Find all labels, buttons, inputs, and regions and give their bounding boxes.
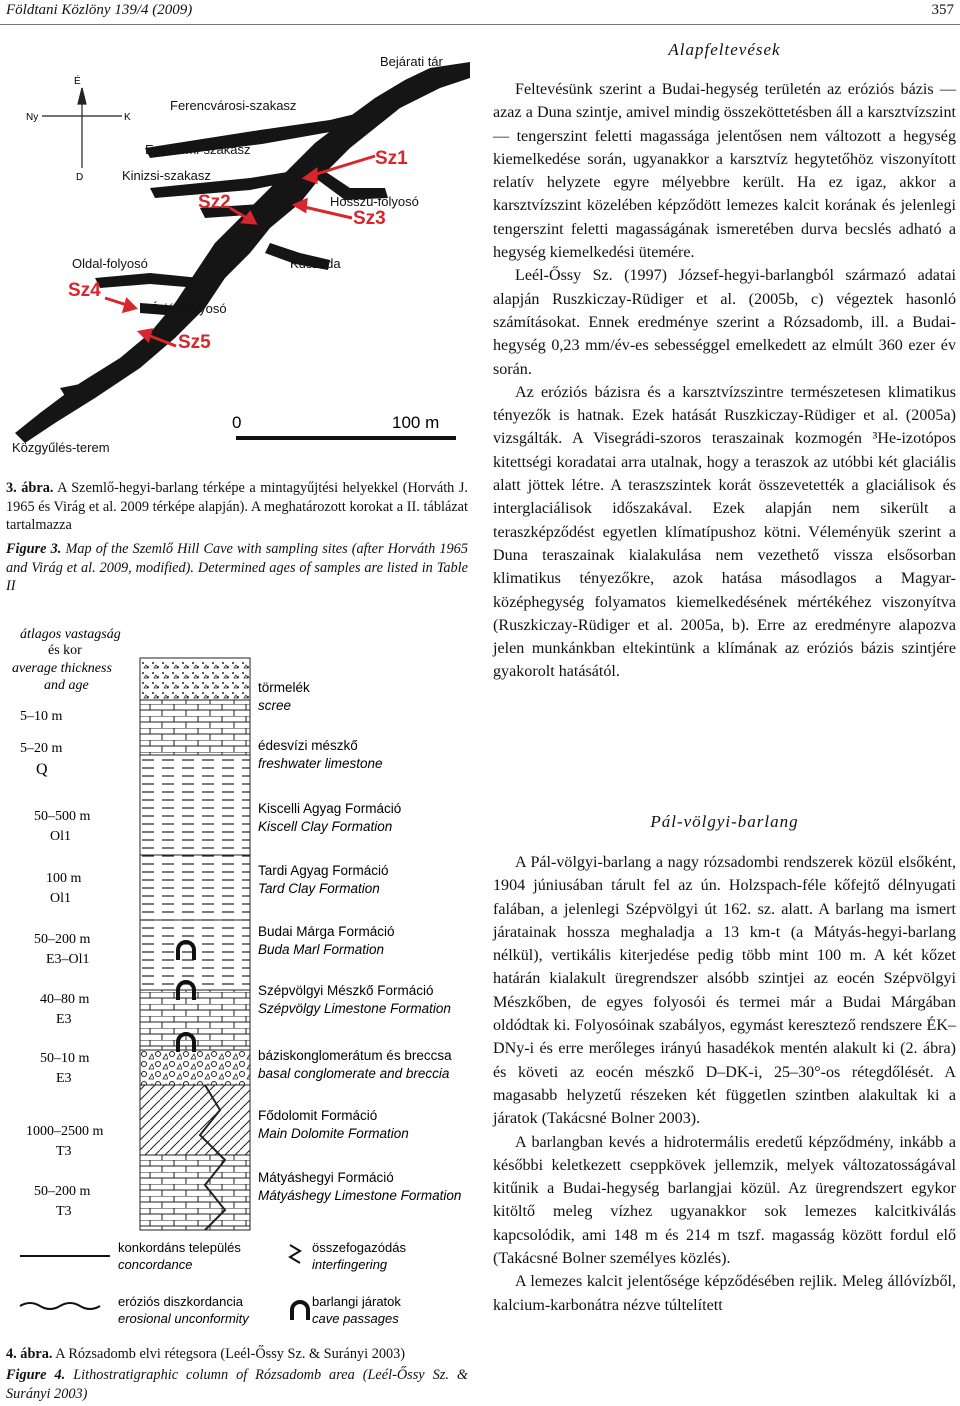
f4-name-hu-3: Tardi Agyag Formáció (258, 863, 389, 878)
f4-name-hu-1: édesvízi mészkő (258, 738, 358, 753)
legend-hu-1: összefogazódás (312, 1240, 406, 1255)
f4-age-2: Ol1 (50, 829, 71, 844)
header-rule (0, 24, 960, 25)
label-oldal: Oldal-folyosó (72, 256, 148, 271)
label-kuszoda: Kuszoda (290, 256, 341, 271)
label-kozgyules: Közgyűlés-terem (12, 440, 110, 455)
fig4-text-hu: A Rózsadomb elvi rétegsora (Leél-Őssy Sz. & Surányi 2003) (55, 1346, 406, 1362)
compass-d: D (76, 172, 84, 183)
section2-para: A barlangban kevés a hidrotermális eredetű képződmény, inkább a későbbi keletkezett cseppkövek jellemzik, melyek változatosságával kitűnik a Budai-hegység barlangjai közül. Az üregrendszert egykor kitöltő meleg vízhez ugyanakkor sok lemezes kalcitkiválás kapcsolódik, ami 148 m és 214 m tszf. magasság között fordul elő (Takácsné Bolner személyes közlés). (493, 1133, 956, 1268)
f4-name-en-0: scree (258, 698, 292, 713)
f4-thick-5: 40–80 m (40, 992, 90, 1007)
section1-title: Alapfeltevések (668, 40, 781, 59)
f4-name-hu-0: törmelék (258, 680, 310, 695)
site-sz5: Sz5 (178, 332, 211, 353)
layer-scree (140, 658, 250, 700)
f4-name-hu-8: Mátyáshegyi Formáció (258, 1170, 394, 1185)
label-hosszu: Hosszú-folyosó (330, 194, 419, 209)
f4-name-hu-4: Budai Márga Formáció (258, 924, 395, 939)
compass-icon (42, 88, 122, 168)
section2-body (493, 851, 956, 1317)
f4-thick-2: 50–500 m (34, 809, 91, 824)
f4-name-en-3: Tard Clay Formation (258, 881, 380, 896)
figure4-caption-hu (6, 1345, 468, 1364)
f4-age-5: E3 (56, 1012, 72, 1027)
f4-header-2: average thickness (12, 661, 112, 676)
layer-tard-clay (140, 855, 250, 920)
figure3-caption-en (6, 540, 468, 596)
site-sz2: Sz2 (198, 192, 231, 213)
figure3-cave-map (0, 28, 475, 473)
f4-header-3: and age (44, 678, 89, 693)
legend-hu-0: konkordáns település (118, 1240, 241, 1255)
f4-thick-8: 50–200 m (34, 1184, 91, 1199)
legend-en-0: concordance (118, 1257, 193, 1272)
fig3-label-hu: 3. ábra. (6, 480, 54, 496)
figure4-strat-column (0, 620, 475, 1340)
layer-kiscell-clay (140, 755, 250, 855)
section1-body (493, 78, 956, 684)
legend-en-1: interfingering (312, 1257, 388, 1272)
layer-main-dolomite (140, 1085, 250, 1155)
f4-name-en-7: Main Dolomite Formation (258, 1126, 409, 1141)
f4-name-en-8: Mátyáshegy Limestone Formation (258, 1188, 462, 1203)
label-orias: Óriás-folyosó (150, 301, 227, 316)
compass-ny: Ny (26, 112, 39, 123)
scale-bar (232, 413, 456, 440)
scale-100m: 100 m (392, 413, 440, 432)
f4-thick-6: 50–10 m (40, 1051, 90, 1066)
f4-age-8: T3 (56, 1204, 72, 1219)
legend-interfingering-icon (290, 1245, 300, 1263)
fig4-label-en: Figure 4. (6, 1367, 66, 1383)
legend-hu-2: eróziós diszkordancia (118, 1294, 244, 1309)
journal-header: Földtani Közlöny 139/4 (2009) (6, 2, 193, 18)
f4-header-1: és kor (48, 643, 82, 658)
site-sz4: Sz4 (68, 280, 101, 301)
f4-name-hu-5: Szépvölgyi Mészkő Formáció (258, 983, 434, 998)
f4-age-7: T3 (56, 1144, 72, 1159)
section2-title: Pál-völgyi-barlang (650, 812, 799, 831)
fig4-label-hu: 4. ábra. (6, 1346, 53, 1362)
cave-passages (15, 62, 470, 443)
f4-name-en-2: Kiscell Clay Formation (258, 819, 393, 834)
f4-name-en-4: Buda Marl Formation (258, 942, 385, 957)
label-ferencvarosi: Ferencvárosi-szakasz (170, 98, 297, 113)
f4-name-hu-2: Kiscelli Agyag Formáció (258, 801, 402, 816)
f4-thick-3: 100 m (46, 871, 82, 886)
f4-name-en-6: basal conglomerate and breccia (258, 1066, 450, 1081)
section2-para: A Pál-völgyi-barlang a nagy rózsadombi rendszerek közül elsőként, 1904 júniusában tárult fel az ún. Holzspach-féle kőfejtő délnyugati falában, a jelenlegi Szépvölgyi út 162. sz. alatt. A barlang ma ismert járatainak hossza meghaladja a 13 km-t (a Mátyás-hegyi-barlang nélkül), vertikális kiterjedése pedig több mint 100 m. A két kőzet határán kialakult üregrendszer alsóbb szintjei az eocén Szépvölgyi Mészkőben, de egyes folyosói és termei már a Budai Márgában oldódtak ki. Folyosóinak szabályos, egymást keresztező rendszere ÉK–DNy-i és erre merőleges irányú hasadékok mentén alakult ki (2. ábra) és követi az eocén mészkő D–DK-i, 25–30°-os rétegdőlését. A magasabb helyzetű részeken két független szintben alakultak ki a járatok (Takácsné Bolner 2003). (493, 854, 956, 1128)
f4-name-en-5: Szépvölgy Limestone Formation (258, 1001, 451, 1016)
layer-basal-conglomerate (140, 1050, 250, 1085)
f4-thick-0: 5–10 m (20, 709, 63, 724)
fig4-text-en: Lithostratigraphic column of Rózsadomb area (Leél-Őssy Sz. & Surányi 2003) (6, 1367, 468, 1402)
section2-para: A lemezes kalcit jelentősége képződésében rejlik. Meleg állóvízből, kalcium-karbonátra nézve túltelített (493, 1273, 956, 1314)
f4-age-6: E3 (56, 1071, 72, 1086)
f4-name-hu-7: Fődolomit Formáció (258, 1108, 378, 1123)
section1-para: Az eróziós bázisra és a karsztvízszintre természetesen klimatikus tényezők is hatnak. Ezek hatását Ruszkiczay-Rüdiger et al. (2005a) vizsgálták. A Visegrádi-szoros teraszainak kozmogén ³He-izotópos kitettségi koradatai arra utalnak, hogy a teraszok az utóbbi két glaciális alatt jöttek létre. A teraszszintek korát összevetették a glaciálisok és interglaciálisok időszakával. Ezek alapján nem sikerült a teraszképződést egyetlen klímatípushoz kötni. Véleményük szerint a Duna teraszainak kialakulása nem vezethető vissza elsősorban klimatikus tényezőkre, azok hatása másodlagos a Magyar-középhegység folyamatos kiemelkedésének mértékéhez viszonyítva (Ruszkiczay-Rüdiger et al. 2005a, b). Erre az eredményre alapozva jelen munkánkban eltekintünk a klímának az eróziós bázis szintjére gyakorolt hatásától. (493, 383, 956, 681)
fig3-label-en: Figure 3. (6, 541, 62, 557)
f4-thick-1: 5–20 m (20, 741, 63, 756)
fig3-text-en: Map of the Szemlő Hill Cave with sampling sites (after Horváth 1965 and Virág et al. 2009, modified). Determined ages of samples are listed in Table II (6, 541, 468, 594)
f4-name-en-1: freshwater limestone (258, 756, 383, 771)
legend-hu-3: barlangi járatok (312, 1294, 401, 1309)
scale-zero: 0 (232, 413, 242, 432)
legend-cave-passage-icon (292, 1302, 308, 1320)
f4-legend (20, 1240, 406, 1326)
section1-para: Leél-Őssy Sz. (1997) József-hegyi-barlangból származó adatai alapján Ruszkiczay-Rüdiger et al. (2005b, c) végeztek hasonló számításokat. Ennek eredménye szerint a Rózsadomb, ill. a Budai-hegység 0,23 mm/év-es sebességgel emelkedett az elmúlt 360 ezer év során. (493, 267, 956, 378)
f4-header-0: átlagos vastagság (20, 627, 121, 642)
label-kinizsi: Kinizsi-szakasz (122, 168, 211, 183)
f4-age-3: Ol1 (50, 891, 71, 906)
legend-en-3: cave passages (312, 1311, 399, 1326)
f4-name-hu-6: báziskonglomerátum és breccsa (258, 1048, 452, 1063)
layer-matyashegy (140, 1155, 250, 1230)
layer-freshwater-limestone (140, 700, 250, 755)
legend-unconformity-icon (20, 1303, 100, 1309)
site-sz3: Sz3 (353, 208, 386, 229)
label-egyetemi: Egyetemi-szakasz (145, 142, 251, 157)
site-sz1: Sz1 (375, 148, 408, 169)
figure3-caption-hu (6, 479, 468, 535)
legend-en-2: erosional unconformity (118, 1311, 249, 1326)
section1-para: Feltevésünk szerint a Budai-hegység területén az eróziós bázis — azaz a Duna szintje, amivel mindig összeköttetésben áll a karsztvízszint — tengerszint feletti magassága jelentősen nem változott a hegység kiemelkedése során, ugyanakkor a karsztvíz hegytetőhöz viszonyított relatív helyzete egyre mélyebbre került. Ha ez igaz, akkor a karsztvízszint közelében képződött lemezes kalcit korának és jelenlegi tengerszint feletti magasságának ismeretében durva becslés adható a hegység kiemelkedési ütemére. (493, 81, 956, 262)
compass-k: K (124, 112, 131, 123)
f4-thick-7: 1000–2500 m (26, 1124, 104, 1139)
fig3-text-hu: A Szemlő-hegyi-barlang térképe a mintagyűjtési helyekkel (Horváth J. 1965 és Virág et al. 2009 térképe alapján). A meghatározott korokat a II. táblázat tartalmazza (6, 480, 468, 533)
compass-e: É (74, 76, 81, 87)
label-bejarati: Bejárati tár (380, 54, 443, 69)
page-number: 357 (931, 2, 954, 18)
f4-thick-4: 50–200 m (34, 932, 91, 947)
f4-age-4: E3–Ol1 (46, 952, 90, 967)
f4-age-1: Q (36, 761, 48, 778)
figure4-caption-en (6, 1366, 468, 1403)
